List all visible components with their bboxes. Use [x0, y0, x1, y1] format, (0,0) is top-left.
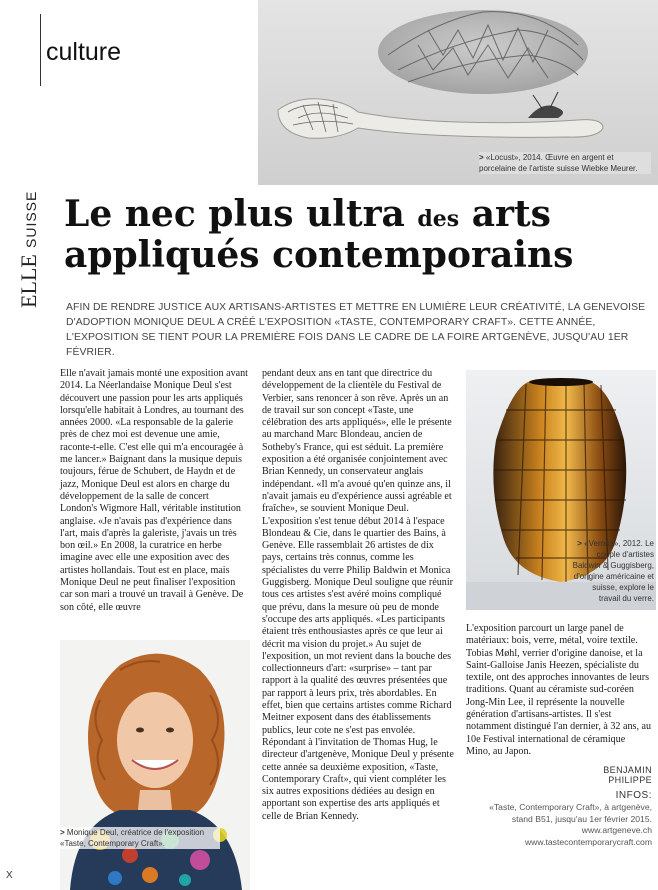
- caption-arrow-icon: >: [577, 539, 585, 548]
- verona-caption: [572, 538, 654, 604]
- headline-line-1: [64, 193, 654, 237]
- infos-url-taste[interactable]: www.tastecontemporarycraft.com: [524, 837, 652, 848]
- rubric-label: culture: [46, 38, 122, 66]
- rubric-area: [0, 0, 258, 80]
- portrait-illustration: [60, 640, 250, 890]
- infos-details: «Taste, Contemporary Craft», à artgenève, stand B51, jusqu'au 1er février 2015.: [489, 801, 652, 824]
- verona-caption-text: «Verona», 2012. Le couple d'artistes Baldwin & Guggisberg, d'origine américaine et suisse, explore le travail du verre.: [572, 539, 654, 603]
- caption-arrow-icon: >: [479, 153, 486, 162]
- locust-caption-text: «Locust», 2014. Œuvre en argent et porcelaine de l'artiste suisse Wiebke Meurer.: [479, 153, 638, 173]
- body-column-2: pendant deux ans en tant que directrice du développement de la clientèle du Festival de Verbier, sans renoncer à son rêve. Après un an de travail sur son concept «Taste, une célébration des arts appliqués», elle le présente au marchand Marc Blondeau, ancien de Sotheby's France, qui est séduit. La première exposition a été organisée conjointement avec Brian Kennedy, un conservateur anglais indépendant. «Il m'a avoué qu'en quinze ans, il n'avait jamais eu d'expérience aussi agréable et fraîche», se souvient Monique Deul. L'exposition s'est tenue début 2014 à l'espace Blondeau & Cie, dans le quartier des Bains, à Genève. Elle rassemblait 26 artistes de dix pays, certains très connus, comme les spécialistes du verre Philip Baldwin et Monica Guggisberg. Monique Deul souligne que réunir tous ces artistes s'est avéré moins compliqué que prévu, dans la mesure où peu de monde s'occupe des arts appliqués. «Les participants étaient très enthousiastes après ce que leur ai décrit ma vision du projet.» Au sujet de l'exposition, un mot revient dans la bouche des collectionneurs d'art: «surprise» – tant par rapport à la qualité des œuvres présentées que par rapport à leurs prix, très abordables. En effet, bien que certains artistes comme Richard Meitner exposent dans des établissements publics, leur cote ne s'est pas envolée. Répondant à l'invitation de Thomas Hug, le directeur d'artgenève, Monique Deul y présente cette année sa deuxième exposition, «Taste, Contemporary Craft», qui vient compléter les six autres expositions dédiées au design en apportant son expertise des arts appliqués et celle de Brian Kennedy.: [262, 368, 454, 822]
- elle-logo: ELLE: [16, 254, 41, 308]
- infos-url-artgeneve[interactable]: www.artgeneve.ch: [581, 825, 652, 836]
- portrait-caption: [60, 827, 220, 849]
- headline: [64, 193, 654, 276]
- headline-line-2: appliqués contemporains: [64, 234, 574, 276]
- portrait-caption-text: Monique Deul, créatrice de l'exposition «Taste, Contemporary Craft».: [60, 828, 205, 848]
- author-byline: BENJAMIN PHILIPPE: [603, 765, 652, 785]
- suisse-edition-label: SUISSE: [23, 190, 39, 248]
- caption-arrow-icon: >: [60, 828, 67, 837]
- page-number: X: [6, 870, 13, 881]
- headline-small-word: des: [417, 206, 460, 232]
- body-column-3: L'exposition parcourt un large panel de matériaux: bois, verre, métal, voire textile. Tobias Møhl, verrier d'origine danoise, et la Saint-Galloise Janis Heezen, spécialiste du textile, ont des approches innovantes de leurs traditions. Quant au céramiste sud-coréen Jong-Min Lee, il représente la nouvelle génération d'artisans-artistes. Il s'est notamment distingué l'an dernier, à 32 ans, au 10e Festival international de céramique Mino, au Japon.: [466, 623, 652, 757]
- monique-deul-portrait: [60, 640, 250, 890]
- locust-caption: [479, 152, 651, 174]
- headline-part-1: Le nec plus ultra: [64, 193, 405, 235]
- rubric-rule: [40, 14, 41, 86]
- infos-box: [470, 790, 652, 849]
- standfirst: AFIN DE RENDRE JUSTICE AUX ARTISANS-ARTISTES ET METTRE EN LUMIÈRE LEUR CRÉATIVITÉ, LA GENEVOISE D'ADOPTION MONIQUE DEUL A CRÉÉ L'EXPOSITION «TASTE, CONTEMPORARY CRAFT». CETTE ANNÉE, L'EXPOSITION SE TIENT POUR LA PREMIÈRE FOIS DANS LE CADRE DE LA FOIRE ARTGENÈVE, JUSQU'AU 1ER FÉVRIER.: [66, 302, 646, 358]
- headline-part-2: arts: [471, 193, 551, 235]
- infos-heading: INFOS:: [615, 790, 652, 801]
- body-column-1: Elle n'avait jamais monté une exposition avant 2014. La Néerlandaise Monique Deul s'est découvert une passion pour les arts appliqués lorsqu'elle habitait à Londres, au tournant des années 2000. «La responsable de la galerie près de chez moi est devenue une amie, raconte-t-elle. C'est elle qui m'a encouragée à me lancer.» Baignant dans la musique depuis toujours, férue de Schubert, de Haydn et de jazz, Monique Deul est alors en charge du développement de la salle de concert London's Wigmore Hall, véritable institution anglaise. «Je n'avais pas d'expérience dans l'art, mais d'après la galeriste, j'avais un très bon œil.» En 2008, la curatrice en herbe imagine avec elle une exposition avec des artistes hollandais. Tout est en place, mais Monique Deul ne peut finaliser l'exposition car son mari a trouvé un travail à Genève. De son côté, elle œuvre: [60, 368, 248, 613]
- side-brand: [14, 170, 44, 310]
